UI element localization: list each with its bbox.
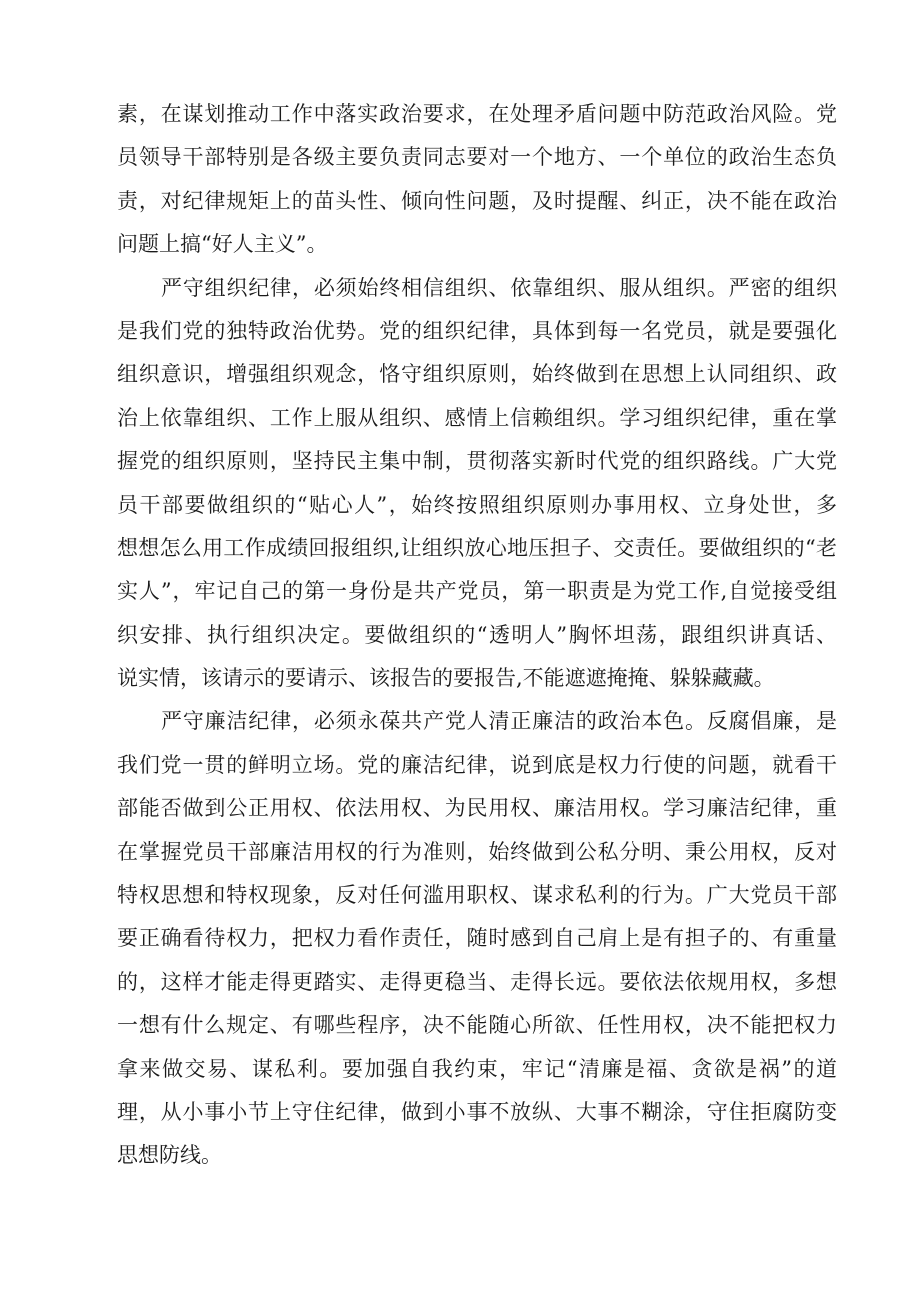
- text-line: 责，对纪律规矩上的苗头性、倾向性问题，及时提醒、纠正，决不能在政治: [117, 188, 837, 213]
- text-line: 的，这样才能走得更踏实、走得更稳当、走得长远。要依法依规用权，多想: [117, 969, 837, 994]
- paragraph-integrity-discipline: [117, 700, 837, 1177]
- text-line: 员干部要做组织的“贴心人”，始终按照组织原则办事用权、立身处世，多: [117, 492, 837, 517]
- text-line: 在掌握党员干部廉洁用权的行为准则，始终做到公私分明、秉公用权，反对: [117, 839, 837, 864]
- text-line: 严守廉洁纪律，必须永葆共产党人清正廉洁的政治本色。反腐倡廉，是: [161, 709, 837, 734]
- text-line: 组织意识，增强组织观念，恪守组织原则，始终做到在思想上认同组织、政: [117, 362, 837, 387]
- text-line: 治上依靠组织、工作上服从组织、感情上信赖组织。学习组织纪律，重在掌: [117, 405, 837, 430]
- text-line: 素，在谋划推动工作中落实政治要求，在处理矛盾问题中防范政治风险。党: [117, 102, 837, 126]
- text-line: 拿来做交易、谋私利。要加强自我约束，牢记“清廉是福、贪欲是祸”的道: [117, 1056, 837, 1081]
- document-body: [117, 93, 837, 1178]
- text-line: 是我们党的独特政治优势。党的组织纪律，具体到每一名党员，就是要强化: [117, 318, 837, 343]
- text-line: 严守组织纪律，必须始终相信组织、依靠组织、服从组织。严密的组织: [161, 275, 837, 300]
- text-line: 我们党一贯的鲜明立场。党的廉洁纪律，说到底是权力行使的问题，就看干: [117, 752, 837, 777]
- paragraph-political-discipline-continued: [117, 93, 837, 267]
- text-line: 一想有什么规定、有哪些程序，决不能随心所欲、任性用权，决不能把权力: [117, 1013, 837, 1038]
- text-line: 特权思想和特权现象，反对任何滥用职权、谋求私利的行为。广大党员干部: [117, 883, 837, 908]
- text-line: 要正确看待权力，把权力看作责任，随时感到自己肩上是有担子的、有重量: [117, 926, 837, 951]
- text-line: 实人”，牢记自己的第一身份是共产党员，第一职责是为党工作,自觉接受组: [117, 579, 837, 604]
- text-line: 部能否做到公正用权、依法用权、为民用权、廉洁用权。学习廉洁纪律，重: [117, 796, 837, 821]
- paragraph-organizational-discipline: [117, 267, 837, 701]
- text-line: 员领导干部特别是各级主要负责同志要对一个地方、一个单位的政治生态负: [117, 145, 837, 170]
- text-line: 理，从小事小节上守住纪律，做到小事不放纵、大事不糊涂，守住拒腐防变: [117, 1099, 837, 1124]
- text-line: 问题上搞“好人主义”。: [117, 232, 328, 257]
- text-line: 握党的组织原则，坚持民主集中制，贯彻落实新时代党的组织路线。广大党: [117, 449, 837, 474]
- text-line: 织安排、执行组织决定。要做组织的“透明人”胸怀坦荡，跟组织讲真话、: [117, 622, 837, 647]
- text-line: 思想防线。: [117, 1143, 222, 1168]
- text-line: 说实情，该请示的要请示、该报告的要报告,不能遮遮掩掩、躲躲藏藏。: [117, 666, 775, 691]
- text-line: 想想怎么用工作成绩回报组织,让组织放心地压担子、交责任。要做组织的“老: [117, 535, 837, 560]
